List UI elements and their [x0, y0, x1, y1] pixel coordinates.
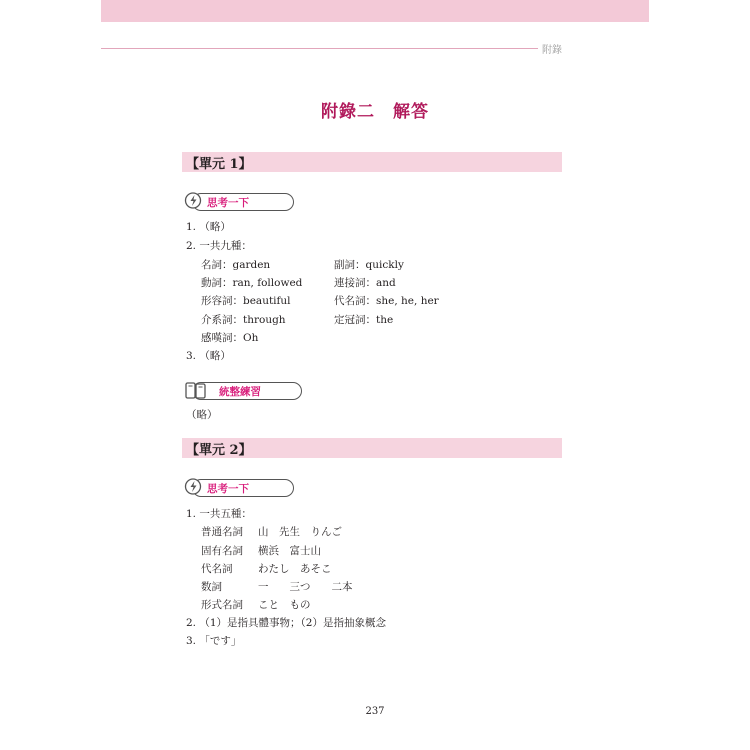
u1-part-right: 代名詞：she, he, her: [334, 295, 439, 307]
noun-type-words: 一 三つ 二本: [258, 581, 353, 593]
u1-part-left: 名詞：garden: [201, 259, 271, 271]
noun-type-label: 固有名詞: [201, 545, 243, 557]
u2-q2: 2. （1）是指具體事物；（2）是指抽象概念: [186, 617, 386, 629]
unit2-heading: 【單元 2】: [186, 443, 252, 458]
noun-type-words: 山 先生 りんご: [258, 526, 342, 538]
header-rule: [101, 48, 538, 49]
u1-part-left: 動詞：ran, followed: [201, 277, 303, 289]
u1-q1: 1. （略）: [186, 221, 231, 233]
page-title: 附錄二 解答: [321, 102, 429, 122]
u1-part-right: 定冠詞：the: [334, 314, 394, 326]
u2-q1: 1. 一共五種：: [186, 508, 252, 520]
noun-type-words: わたし あそこ: [258, 563, 332, 575]
noun-type-label: 数詞: [201, 581, 222, 593]
top-color-band: [101, 0, 649, 22]
noun-type-words: こと もの: [258, 599, 311, 611]
u1-part-right: 副詞：quickly: [334, 259, 404, 271]
u1-q3: 3. （略）: [186, 350, 231, 362]
unit2-heading-bar: [182, 438, 562, 458]
noun-type-label: 形式名詞: [201, 599, 243, 611]
u1-part-left: 感嘆詞：Oh: [201, 332, 259, 344]
think-label-2: 思考一下: [207, 483, 249, 495]
practice-label: 統整練習: [219, 386, 261, 398]
u1-part-right: 連接詞：and: [334, 277, 396, 289]
noun-type-words: 横浜 富士山: [258, 545, 321, 557]
u1-part-left: 形容詞：beautiful: [201, 295, 291, 307]
running-header: 附錄: [542, 45, 562, 56]
u1-q2: 2. 一共九種：: [186, 240, 252, 252]
pencil-icon: [184, 381, 210, 400]
lightbulb-icon: [184, 192, 204, 211]
practice-answer: （略）: [186, 409, 218, 421]
u1-part-left: 介系詞：through: [201, 314, 286, 326]
noun-type-label: 代名詞: [201, 563, 233, 575]
u2-q3: 3. 「です」: [186, 635, 242, 647]
unit1-heading-bar: [182, 152, 562, 172]
noun-type-label: 普通名詞: [201, 526, 243, 538]
page-number: 237: [365, 706, 385, 717]
think-label-1: 思考一下: [207, 197, 249, 209]
unit1-heading: 【單元 1】: [186, 157, 252, 172]
lightbulb-icon: [184, 478, 204, 497]
